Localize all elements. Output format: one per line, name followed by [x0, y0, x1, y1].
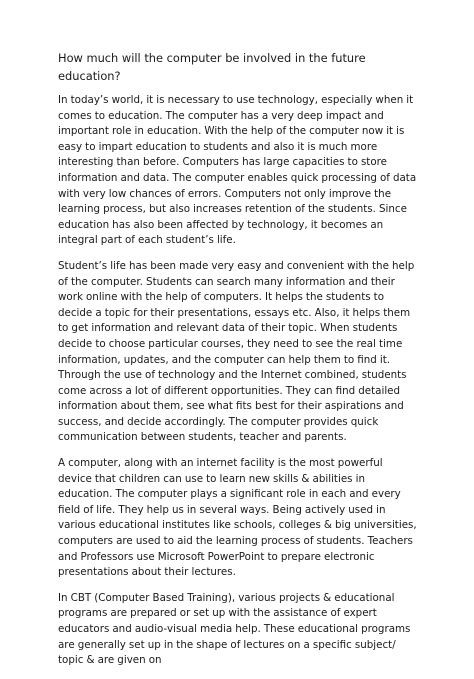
paragraph-cbt: In CBT (Computer Based Training), various projects & educational programs are prepared or set up with the assistance of expert educators and audio-visual media help. These educational programs are generally set up in the shape of lectures on a specific subject/ topic & are given on: [58, 591, 411, 667]
paragraph-student-life: Student’s life has been made very easy and convenient with the help of the computer. Students can search many information and their work online with the help of computers. It helps the students to decide a topic for their presentations, essays etc. Also, it helps them to get information and relevant data of their topic. When students decide to choose particular courses, they need to see the real time information, updates, and the computer can help them to find it. Through the use of technology and the Internet combined, students come across a lot of different opportunities. They can find detailed information about them, see what fits best for their aspirations and success, and decide accordingly. The computer provides quick communication between students, teacher and parents.: [58, 259, 415, 444]
document-title: How much will the computer be involved in the future education?: [58, 51, 366, 83]
paragraph-intro: In today’s world, it is necessary to use technology, especially when it comes to education. The computer has a very deep impact and important role in education. With the help of the computer now it is easy to impart education to students and also it is much more interesting than before. Computers has large capacities to store information and data. The computer enables quick processing of data with very low chances of errors. Computers not only improve the learning process, but also increases retention of the students. Since education has also been affected by technology, it becomes an integral part of each student’s life.: [58, 94, 417, 247]
paragraph-powerful-device: A computer, along with an internet facility is the most powerful device that children can use to learn new skills & abilities in education. The computer plays a significant role in each and every field of life. They help us in several ways. Being actively used in various educational institutes like schools, colleges & big universities, computers are used to aid the learning process of students. Teachers and Professors use Microsoft PowerPoint to prepare electronic presentations about their lectures.: [58, 457, 417, 579]
document-body: [58, 49, 418, 679]
